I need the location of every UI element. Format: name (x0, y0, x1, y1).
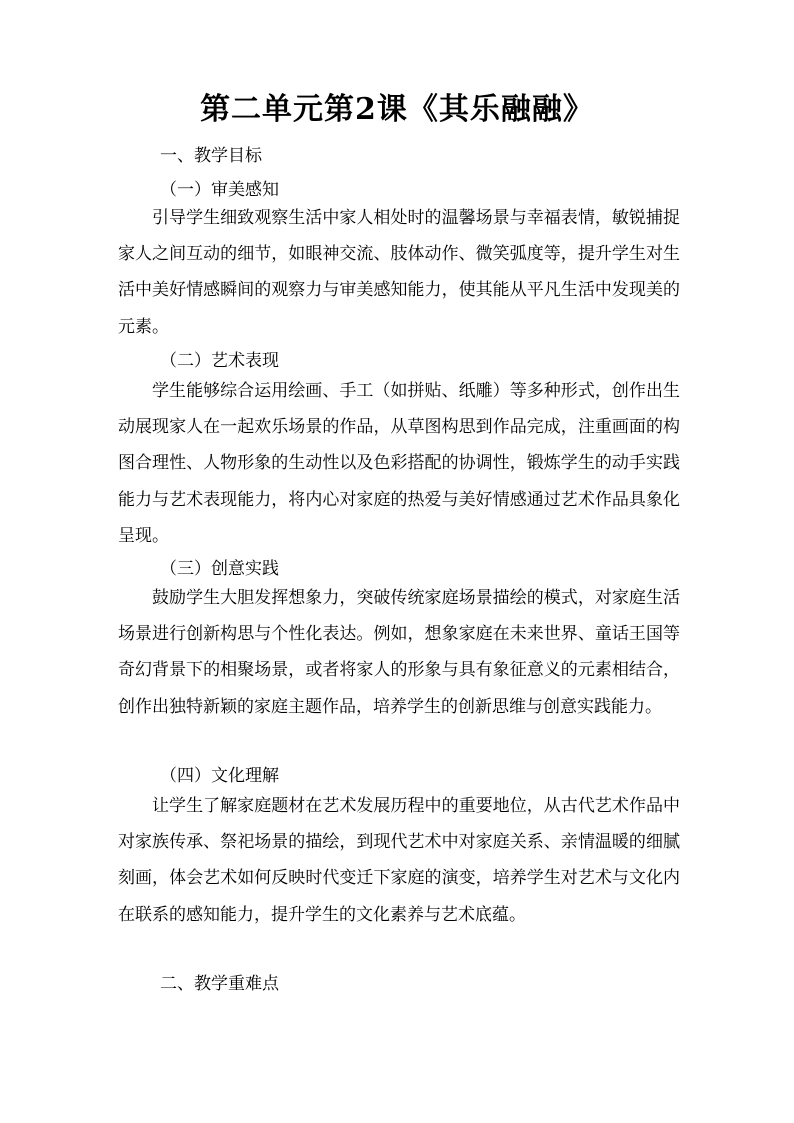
subsection-heading-creative-practice: （三）创意实践 (160, 559, 279, 579)
section-heading-key-difficulties: 二、教学重难点 (160, 974, 279, 994)
subsection-heading-cultural-understanding: （四）文化理解 (160, 766, 279, 786)
document-title: 第二单元第2课《其乐融融》 (200, 92, 594, 127)
paragraph-aesthetic-perception: 引导学生细致观察生活中家人相处时的温馨场景与幸福表情，敏锐捕捉家人之间互动的细节，如眼神交流、肢体动作、微笑弧度等，提升学生对生活中美好情感瞬间的观察力与审美感知能力，使其能从平凡生活中发现美的元素。 (118, 208, 680, 337)
paragraph-cultural-understanding: 让学生了解家庭题材在艺术发展历程中的重要地位，从古代艺术作品中对家族传承、祭祀场景的描绘，到现代艺术中对家庭关系、亲情温暖的细腻刻画，体会艺术如何反映时代变迁下家庭的演变，培养学生对艺术与文化内在联系的感知能力，提升学生的文化素养与艺术底蕴。 (118, 796, 680, 925)
subsection-heading-artistic-expression: （二）艺术表现 (160, 351, 279, 371)
subsection-heading-aesthetic-perception: （一）审美感知 (160, 180, 279, 200)
paragraph-artistic-expression: 学生能够综合运用绘画、手工（如拼贴、纸雕）等多种形式，创作出生动展现家人在一起欢乐场景的作品，从草图构思到作品完成，注重画面的构图合理性、人物形象的生动性以及色彩搭配的协调性，锻炼学生的动手实践能力与艺术表现能力，将内心对家庭的热爱与美好情感通过艺术作品具象化呈现。 (118, 381, 680, 546)
section-heading-objectives: 一、教学目标 (160, 146, 262, 166)
paragraph-creative-practice: 鼓励学生大胆发挥想象力，突破传统家庭场景描绘的模式，对家庭生活场景进行创新构思与个性化表达。例如，想象家庭在未来世界、童话王国等奇幻背景下的相聚场景，或者将家人的形象与具有象征意义的元素相结合，创作出独特新颖的家庭主题作品，培养学生的创新思维与创意实践能力。 (118, 588, 680, 717)
